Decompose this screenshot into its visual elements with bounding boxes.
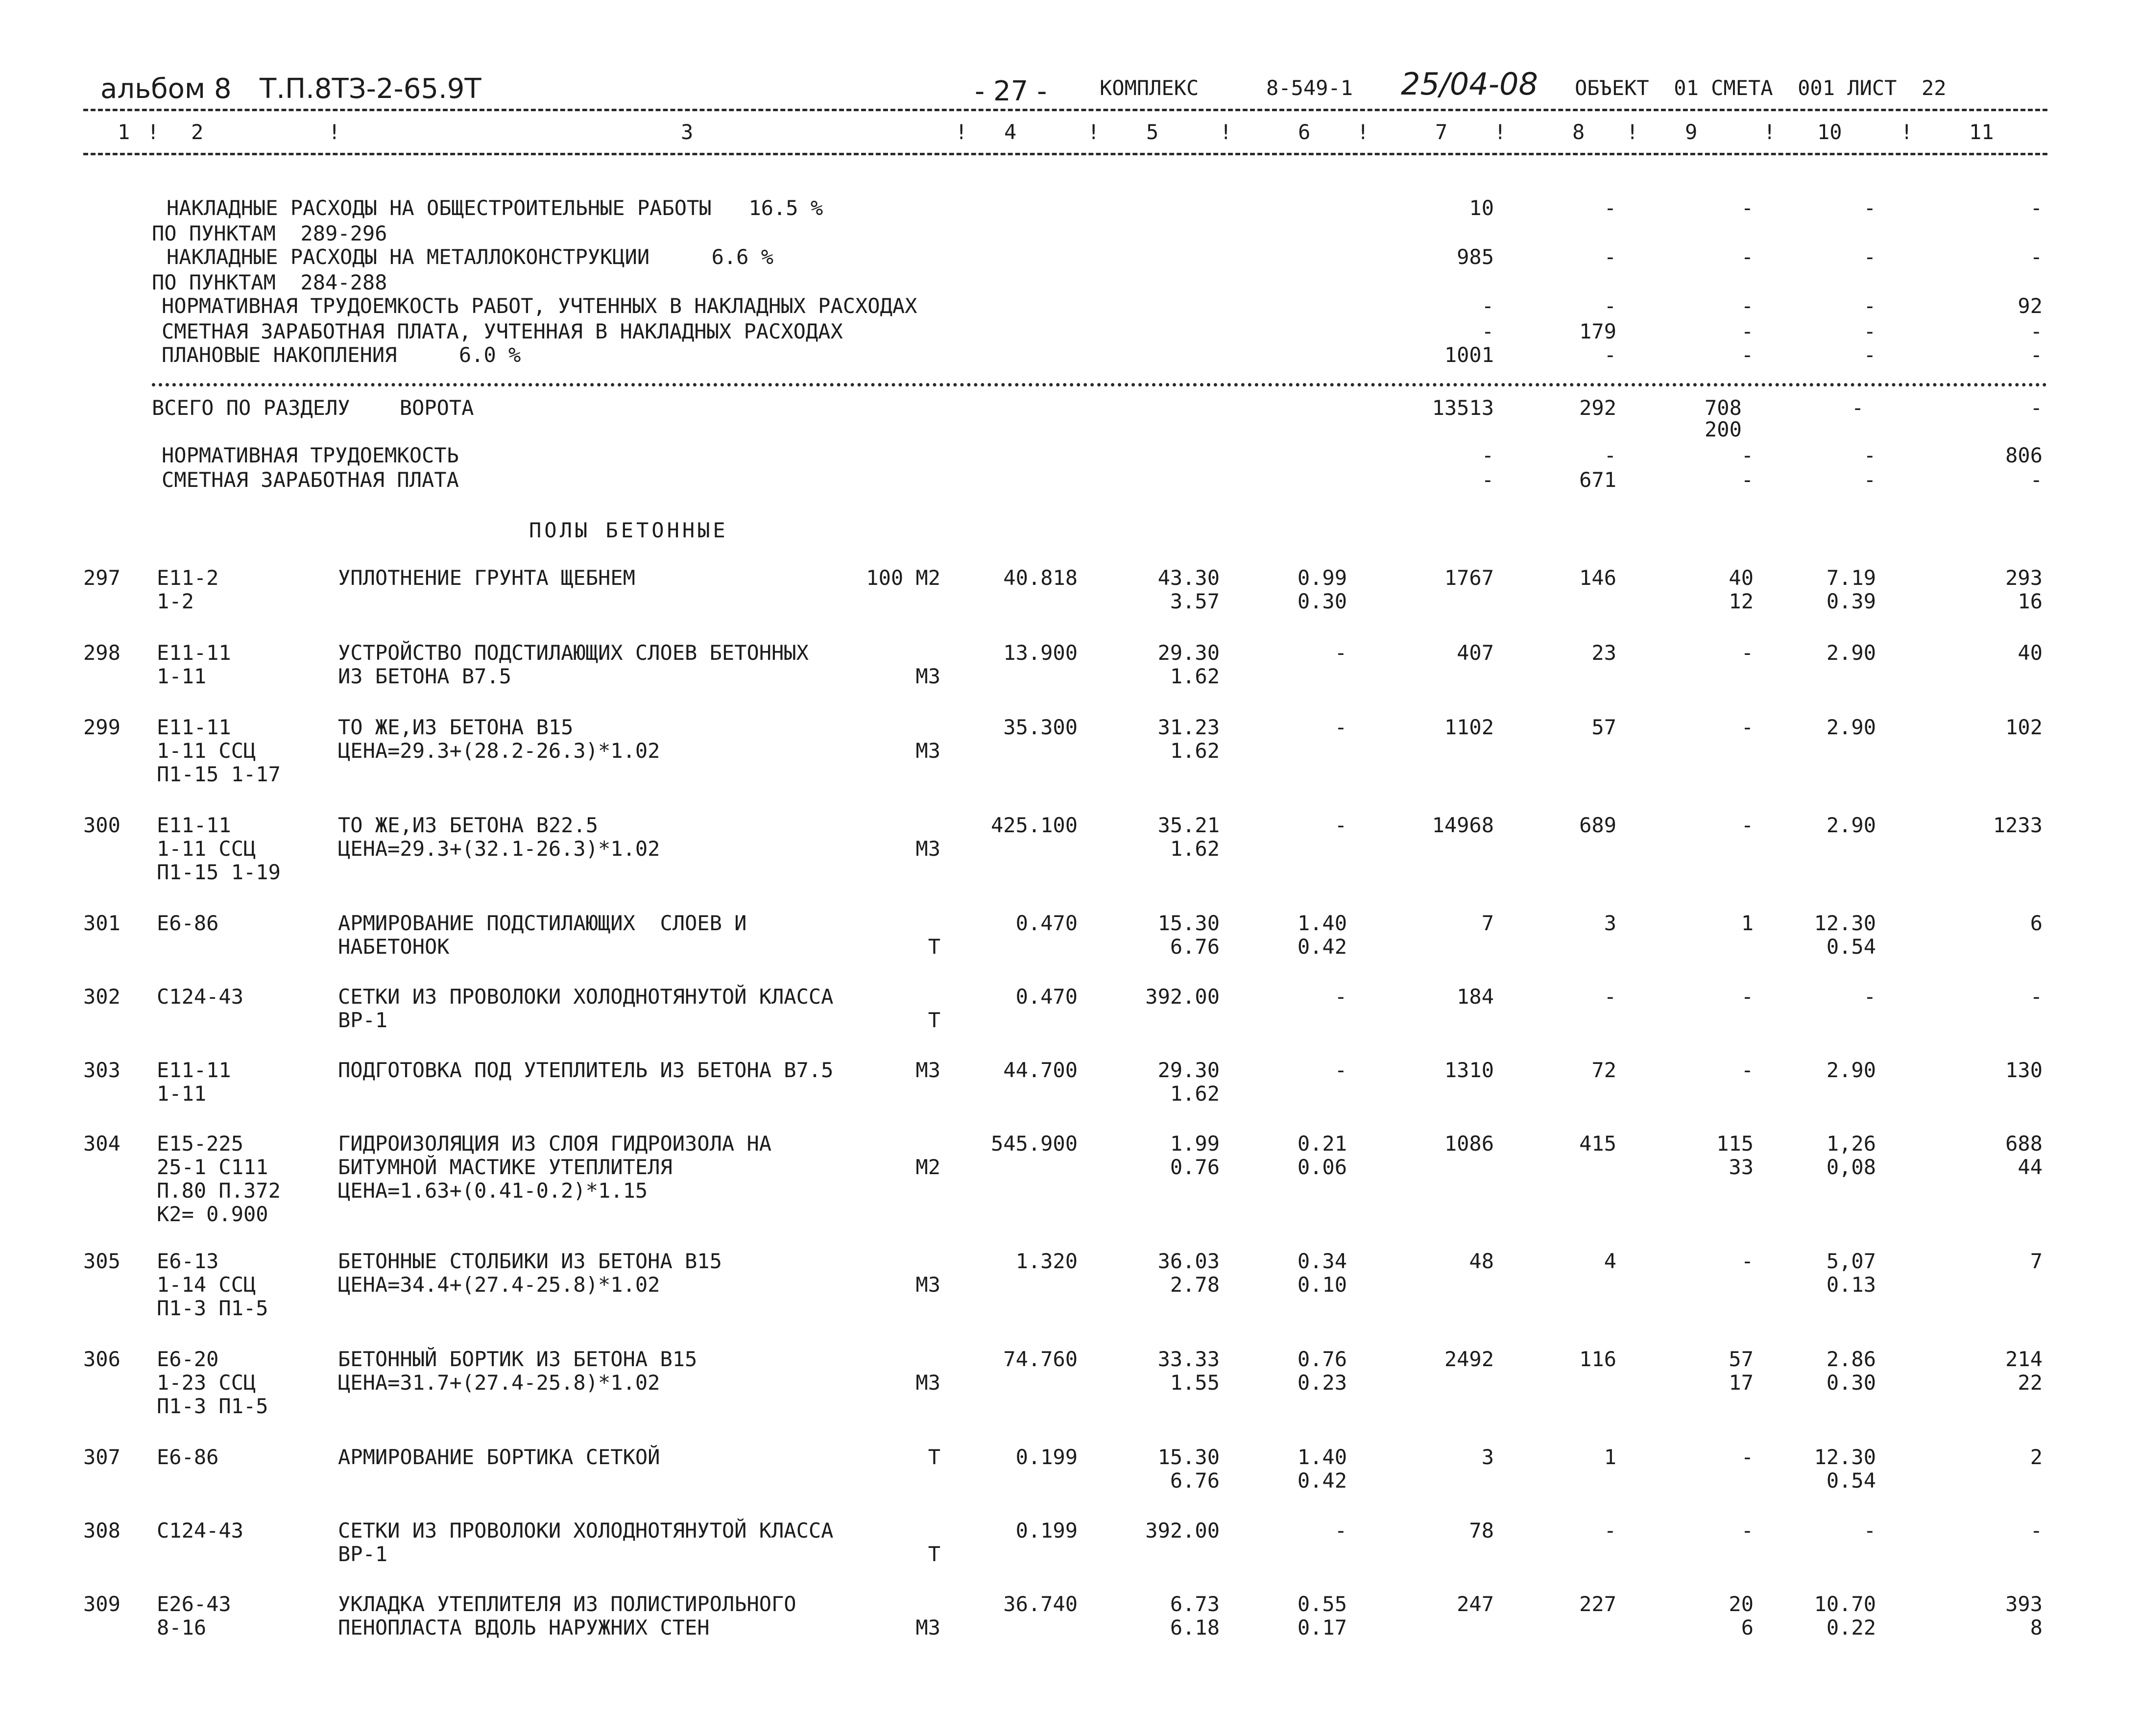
row-c5: 2.78 [1170,1273,1220,1297]
row-description: СЕТКИ ИЗ ПРОВОЛОКИ ХОЛОДНОТЯНУТОЙ КЛАССА [338,985,834,1009]
section-note-c10: - [1863,443,1876,467]
row-code: 1-14 ССЦ [157,1273,256,1297]
section-total-c10: - [1851,396,1864,420]
column-number-11: 11 [1969,120,1994,144]
column-number-10: 10 [1817,120,1842,144]
row-code: Е6-20 [157,1347,219,1371]
project-code: Т.П.8ТЗ-2-65.9Т [260,73,481,105]
row-c10: 2.90 [1826,813,1876,837]
row-c6: 0.42 [1297,1469,1347,1493]
row-code: П1-3 П1-5 [157,1296,268,1320]
row-code: Е6-13 [157,1249,219,1273]
row-c10: 0.54 [1826,935,1876,959]
row-description: ЦЕНА=29.3+(32.1-26.3)*1.02 [338,837,660,861]
overhead-c11: - [2030,319,2043,343]
overhead-c9: - [1741,196,1754,220]
row-code: П.80 П.372 [157,1179,281,1203]
row-c10: 0.39 [1826,589,1876,613]
row-c4: 44.700 [1003,1058,1078,1082]
overhead-c7: - [1481,294,1494,318]
row-c4: 0.199 [1015,1519,1078,1543]
column-number-7: 7 [1435,120,1448,144]
row-c7: 184 [1457,985,1494,1009]
row-c10: 0.22 [1826,1615,1876,1640]
row-unit: Т [928,935,940,959]
row-c4: 40.818 [1003,566,1078,590]
row-description: ПЕНОПЛАСТА ВДОЛЬ НАРУЖНИХ СТЕН [338,1615,710,1640]
row-c5: 6.18 [1170,1615,1220,1640]
row-unit: М3 [915,837,940,861]
row-c6: 1.40 [1297,911,1347,935]
row-c9: 12 [1729,589,1754,613]
overhead-c7: 1001 [1444,343,1494,367]
row-code: К2= 0.900 [157,1202,268,1226]
row-number: 306 [83,1347,120,1371]
row-unit: М3 [915,1371,940,1395]
row-c11: 1233 [1993,813,2043,837]
column-number-1: 1 [118,120,130,144]
section-total-c9b: 200 [1705,417,1742,441]
row-c5: 29.30 [1157,641,1220,665]
row-c11: 688 [2005,1132,2043,1156]
row-c6: - [1334,1519,1347,1543]
row-description: ЦЕНА=1.63+(0.41-0.2)*1.15 [338,1179,648,1203]
row-c10: 5,07 [1826,1249,1876,1273]
row-c5: 1.99 [1170,1132,1220,1156]
overhead-c10: - [1863,294,1876,318]
column-separator: ! [1900,120,1913,144]
row-unit: М2 [915,1155,940,1179]
row-c4: 545.900 [990,1132,1078,1156]
row-description: ВР-1 [338,1542,388,1566]
row-code: 1-11 [157,1082,207,1106]
row-c10: - [1863,985,1876,1009]
row-c8: 72 [1591,1058,1616,1082]
overhead-c7: 985 [1457,245,1494,269]
album-label: альбом 8 [100,73,232,105]
row-c6: 0.06 [1297,1155,1347,1179]
row-c8: 689 [1579,813,1616,837]
column-number-3: 3 [681,120,694,144]
row-c11: 102 [2005,715,2043,739]
overhead-c11: 92 [2018,294,2043,318]
row-description: ИЗ БЕТОНА В7.5 [338,664,512,688]
row-code: Е6-86 [157,911,219,935]
row-c8: 227 [1579,1592,1616,1616]
row-number: 308 [83,1519,120,1543]
row-c8: 1 [1604,1445,1616,1469]
row-code: 1-2 [157,589,194,613]
overhead-c9: - [1741,245,1754,269]
row-c6: 0.10 [1297,1273,1347,1297]
row-c10: 2.90 [1826,641,1876,665]
row-unit: 100 М2 [866,566,940,590]
row-c7: 78 [1469,1519,1494,1543]
row-description: УПЛОТНЕНИЕ ГРУНТА ЩЕБНЕМ [338,566,635,590]
row-c5: 6.73 [1170,1592,1220,1616]
row-c11: 40 [2018,641,2043,665]
row-c10: 0.13 [1826,1273,1876,1297]
row-c6: 0.42 [1297,935,1347,959]
row-unit: М3 [915,1058,940,1082]
row-number: 299 [83,715,120,739]
row-c5: 1.62 [1170,739,1220,763]
section-note-c11: 806 [2005,443,2043,467]
row-code: Е26-43 [157,1592,231,1616]
row-c7: 2492 [1444,1347,1494,1371]
row-c5: 6.76 [1170,935,1220,959]
overhead-c8: - [1604,294,1616,318]
row-description: ТО ЖЕ,ИЗ БЕТОНА В15 [338,715,574,739]
row-unit: М3 [915,1615,940,1640]
section-note-c8: 671 [1579,468,1616,492]
overhead-c10: - [1863,196,1876,220]
row-c11: 130 [2005,1058,2043,1082]
row-c10: 10.70 [1814,1592,1876,1616]
overhead-c10: - [1863,245,1876,269]
row-c6: - [1334,813,1347,837]
row-description: УСТРОЙСТВО ПОДСТИЛАЮЩИХ СЛОЕВ БЕТОННЫХ [338,641,809,665]
row-c8: 146 [1579,566,1616,590]
row-c9: 20 [1729,1592,1754,1616]
overhead-c8: - [1604,343,1616,367]
row-c5: 1.55 [1170,1371,1220,1395]
overhead-text: НОРМАТИВНАЯ ТРУДОЕМКОСТЬ РАБОТ, УЧТЕННЫХ В НАКЛАДНЫХ РАСХОДАХ [162,294,917,318]
row-c10: 2.90 [1826,715,1876,739]
overhead-c10: - [1863,319,1876,343]
row-unit: М3 [915,1273,940,1297]
row-c5: 29.30 [1157,1058,1220,1082]
row-c10: 0,08 [1826,1155,1876,1179]
row-c5: 392.00 [1145,1519,1220,1543]
row-c9: - [1741,641,1754,665]
column-number-8: 8 [1572,120,1585,144]
handwritten-stamp: 25/04-08 [1401,66,1538,102]
section-note-text: СМЕТНАЯ ЗАРАБОТНАЯ ПЛАТА [162,468,459,492]
row-c5: 1.62 [1170,837,1220,861]
row-c8: - [1604,1519,1616,1543]
row-c9: - [1741,715,1754,739]
row-c8: 57 [1591,715,1616,739]
row-description: АРМИРОВАНИЕ ПОДСТИЛАЮЩИХ СЛОЕВ И [338,911,747,935]
row-code: 1-11 [157,664,207,688]
row-c11: 44 [2018,1155,2043,1179]
row-c4: 36.740 [1003,1592,1078,1616]
row-c7: 1310 [1444,1058,1494,1082]
row-code: Е15-225 [157,1132,244,1156]
row-description: ЦЕНА=29.3+(28.2-26.3)*1.02 [338,739,660,763]
column-separator: ! [328,120,341,144]
row-description: БИТУМНОЙ МАСТИКЕ УТЕПЛИТЕЛЯ [338,1155,673,1179]
row-unit: М3 [915,739,940,763]
row-c6: - [1334,1058,1347,1082]
row-c11: 214 [2005,1347,2043,1371]
row-c7: 7 [1481,911,1494,935]
row-description: ПОДГОТОВКА ПОД УТЕПЛИТЕЛЬ ИЗ БЕТОНА В7.5 [338,1058,834,1082]
row-c11: 16 [2018,589,2043,613]
row-code: Е11-11 [157,715,231,739]
row-c4: 74.760 [1003,1347,1078,1371]
row-description: БЕТОННЫЕ СТОЛБИКИ ИЗ БЕТОНА В15 [338,1249,722,1273]
row-c8: 3 [1604,911,1616,935]
row-number: 302 [83,985,120,1009]
object-sheet-info: ОБЪЕКТ 01 СМЕТА 001 ЛИСТ 22 [1575,76,1947,100]
row-c8: 415 [1579,1132,1616,1156]
row-c10: 12.30 [1814,911,1876,935]
row-unit: М3 [915,664,940,688]
row-code: 8-16 [157,1615,207,1640]
row-c10: 1,26 [1826,1132,1876,1156]
row-c4: 35.300 [1003,715,1078,739]
row-c6: 0.99 [1297,566,1347,590]
row-code: Е11-11 [157,1058,231,1082]
overhead-c9: - [1741,294,1754,318]
overhead-c11: - [2030,245,2043,269]
row-c4: 425.100 [990,813,1078,837]
row-c5: 1.62 [1170,1082,1220,1106]
overhead-text: ПО ПУНКТАМ 284-288 [152,270,387,294]
row-code: 25-1 С111 [157,1155,268,1179]
section-note-text: НОРМАТИВНАЯ ТРУДОЕМКОСТЬ [162,443,459,467]
row-c5: 36.03 [1157,1249,1220,1273]
section-total-c11: - [2030,396,2043,420]
section-total-c8: 292 [1579,396,1616,420]
row-c11: 22 [2018,1371,2043,1395]
row-c6: 0.23 [1297,1371,1347,1395]
row-unit: Т [928,1542,940,1566]
overhead-c11: - [2030,343,2043,367]
column-separator: ! [1494,120,1507,144]
row-c11: - [2030,1519,2043,1543]
row-number: 305 [83,1249,120,1273]
row-code: 1-11 ССЦ [157,739,256,763]
row-c5: 6.76 [1170,1469,1220,1493]
overhead-text: НАКЛАДНЫЕ РАСХОДЫ НА МЕТАЛЛОКОНСТРУКЦИИ 6.6 % [167,245,774,269]
column-number-4: 4 [1004,120,1017,144]
overhead-c7: 10 [1469,196,1494,220]
row-c10: 2.86 [1826,1347,1876,1371]
row-c6: 0.34 [1297,1249,1347,1273]
column-separator: ! [1220,120,1232,144]
row-c5: 31.23 [1157,715,1220,739]
row-c7: 1767 [1444,566,1494,590]
row-c9: 17 [1729,1371,1754,1395]
row-c4: 0.199 [1015,1445,1078,1469]
overhead-c8: 179 [1579,319,1616,343]
row-c5: 392.00 [1145,985,1220,1009]
overhead-text: ПО ПУНКТАМ 289-296 [152,221,387,245]
row-c6: 0.17 [1297,1615,1347,1640]
row-c7: 48 [1469,1249,1494,1273]
row-c9: - [1741,985,1754,1009]
row-number: 303 [83,1058,120,1082]
row-description: ВР-1 [338,1008,388,1032]
column-number-5: 5 [1146,120,1159,144]
complex-label: КОМПЛЕКС [1100,76,1199,100]
column-separator: ! [1626,120,1639,144]
row-number: 301 [83,911,120,935]
row-c7: 3 [1481,1445,1494,1469]
row-unit: Т [928,1008,940,1032]
row-code: П1-15 1-17 [157,762,281,786]
row-code: С124-43 [157,1519,244,1543]
row-code: 1-23 ССЦ [157,1371,256,1395]
row-c9: 33 [1729,1155,1754,1179]
row-c4: 13.900 [1003,641,1078,665]
row-c6: - [1334,985,1347,1009]
row-number: 297 [83,566,120,590]
row-c6: 0.76 [1297,1347,1347,1371]
row-c10: - [1863,1519,1876,1543]
row-c7: 407 [1457,641,1494,665]
row-c9: - [1741,1519,1754,1543]
section-note-c7: - [1481,443,1494,467]
overhead-c10: - [1863,343,1876,367]
row-number: 300 [83,813,120,837]
row-c9: 115 [1716,1132,1754,1156]
row-c9: 40 [1729,566,1754,590]
row-c10: 2.90 [1826,1058,1876,1082]
section-note-c8: - [1604,443,1616,467]
row-number: 304 [83,1132,120,1156]
row-number: 309 [83,1592,120,1616]
row-c10: 0.54 [1826,1469,1876,1493]
column-separator: ! [955,120,968,144]
row-number: 298 [83,641,120,665]
row-description: СЕТКИ ИЗ ПРОВОЛОКИ ХОЛОДНОТЯНУТОЙ КЛАССА [338,1519,834,1543]
section-note-c7: - [1481,468,1494,492]
row-c10: 12.30 [1814,1445,1876,1469]
row-code: Е11-2 [157,566,219,590]
row-c6: - [1334,715,1347,739]
overhead-c9: - [1741,319,1754,343]
row-c9: - [1741,1058,1754,1082]
row-description: АРМИРОВАНИЕ БОРТИКА СЕТКОЙ [338,1445,660,1469]
row-c4: 0.470 [1015,911,1078,935]
row-number: 307 [83,1445,120,1469]
overhead-c7: - [1481,319,1494,343]
section-note-c10: - [1863,468,1876,492]
section-total-c7: 13513 [1432,396,1494,420]
row-c5: 3.57 [1170,589,1220,613]
row-c6: 1.40 [1297,1445,1347,1469]
row-description: УКЛАДКА УТЕПЛИТЕЛЯ ИЗ ПОЛИСТИРОЛЬНОГО [338,1592,796,1616]
column-number-2: 2 [191,120,204,144]
column-number-9: 9 [1685,120,1698,144]
row-c9: - [1741,1249,1754,1273]
overhead-c11: - [2030,196,2043,220]
page-number: - 27 - [975,75,1047,107]
row-c6: 0.55 [1297,1592,1347,1616]
row-code: 1-11 ССЦ [157,837,256,861]
row-c11: 8 [2030,1615,2043,1640]
row-c9: - [1741,813,1754,837]
column-number-6: 6 [1298,120,1311,144]
row-c7: 247 [1457,1592,1494,1616]
section-note-c9: - [1741,468,1754,492]
column-separator: ! [1763,120,1776,144]
section-note-c9: - [1741,443,1754,467]
row-c7: 1102 [1444,715,1494,739]
row-c5: 15.30 [1157,911,1220,935]
row-c5: 15.30 [1157,1445,1220,1469]
column-separator: ! [147,120,160,144]
row-c6: 0.30 [1297,589,1347,613]
section-total-c9: 708 [1705,396,1742,420]
row-c8: - [1604,985,1616,1009]
row-c11: - [2030,985,2043,1009]
row-code: Е11-11 [157,641,231,665]
overhead-text: ПЛАНОВЫЕ НАКОПЛЕНИЯ 6.0 % [162,343,521,367]
row-code: П1-15 1-19 [157,860,281,884]
overhead-text: СМЕТНАЯ ЗАРАБОТНАЯ ПЛАТА, УЧТЕННАЯ В НАКЛАДНЫХ РАСХОДАХ [162,319,843,343]
row-c8: 4 [1604,1249,1616,1273]
section-total-label: ВСЕГО ПО РАЗДЕЛУ ВОРОТА [152,396,474,420]
column-separator: ! [1087,120,1100,144]
row-c7: 14968 [1432,813,1494,837]
row-c11: 6 [2030,911,2043,935]
row-c9: 6 [1741,1615,1754,1640]
row-description: БЕТОННЫЙ БОРТИК ИЗ БЕТОНА В15 [338,1347,697,1371]
row-c8: 116 [1579,1347,1616,1371]
row-code: С124-43 [157,985,244,1009]
row-c11: 293 [2005,566,2043,590]
row-description: ЦЕНА=31.7+(27.4-25.8)*1.02 [338,1371,660,1395]
row-code: П1-3 П1-5 [157,1394,268,1418]
row-c4: 1.320 [1015,1249,1078,1273]
row-c5: 43.30 [1157,566,1220,590]
row-c10: 7.19 [1826,566,1876,590]
row-c11: 2 [2030,1445,2043,1469]
section-note-c11: - [2030,468,2043,492]
row-description: ГИДРОИЗОЛЯЦИЯ ИЗ СЛОЯ ГИДРОИЗОЛА НА [338,1132,772,1156]
row-c5: 0.76 [1170,1155,1220,1179]
row-c5: 1.62 [1170,664,1220,688]
row-description: НАБЕТОНОК [338,935,450,959]
row-c11: 393 [2005,1592,2043,1616]
row-code: Е11-11 [157,813,231,837]
overhead-c8: - [1604,245,1616,269]
row-c7: 1086 [1444,1132,1494,1156]
row-c8: 23 [1591,641,1616,665]
column-separator: ! [1357,120,1370,144]
subsection-title: ПОЛЫ БЕТОННЫЕ [529,518,728,542]
row-description: ТО ЖЕ,ИЗ БЕТОНА В22.5 [338,813,599,837]
row-c6: 0.21 [1297,1132,1347,1156]
row-c11: 7 [2030,1249,2043,1273]
row-c5: 33.33 [1157,1347,1220,1371]
row-c4: 0.470 [1015,985,1078,1009]
row-c9: - [1741,1445,1754,1469]
overhead-text: НАКЛАДНЫЕ РАСХОДЫ НА ОБЩЕСТРОИТЕЛЬНЫЕ РАБОТЫ 16.5 % [167,196,823,220]
overhead-c9: - [1741,343,1754,367]
row-code: Е6-86 [157,1445,219,1469]
row-description: ЦЕНА=34.4+(27.4-25.8)*1.02 [338,1273,660,1297]
row-c9: 1 [1741,911,1754,935]
row-c9: 57 [1729,1347,1754,1371]
overhead-c8: - [1604,196,1616,220]
row-c10: 0.30 [1826,1371,1876,1395]
row-c6: - [1334,641,1347,665]
row-unit: Т [928,1445,940,1469]
complex-code: 8-549-1 [1266,76,1353,100]
row-c5: 35.21 [1157,813,1220,837]
